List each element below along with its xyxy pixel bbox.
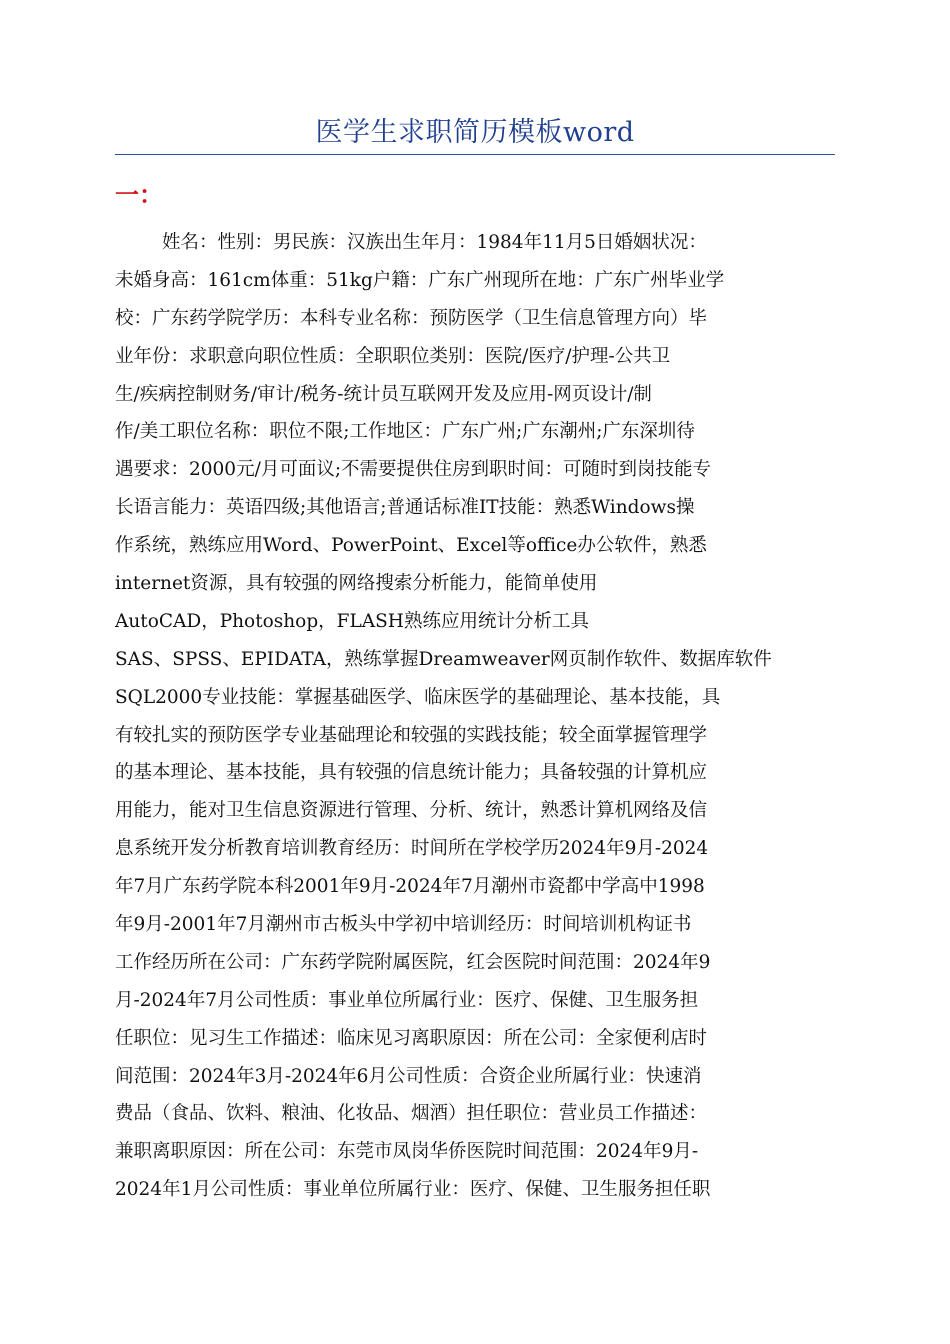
body-line: 2024年1月公司性质：事业单位所属行业：医疗、保健、卫生服务担任职 <box>115 1179 711 1201</box>
page-title: 医学生求职简历模板word <box>315 117 635 148</box>
body-line: SQL2000专业技能：掌握基础医学、临床医学的基础理论、基本技能，具 <box>115 686 721 708</box>
body-line: 作/美工职位名称：职位不限;工作地区：广东广州;广东潮州;广东深圳待 <box>115 421 695 443</box>
section-heading: 一： <box>115 180 163 209</box>
body-line: 遇要求：2000元/月可面议;不需要提供住房到职时间：可随时到岗技能专 <box>115 459 712 481</box>
body-line: 兼职离职原因：所在公司：东莞市凤岗华侨医院时间范围：2024年9月- <box>115 1141 699 1163</box>
body-line: 费品（食品、饮料、粮油、化妆品、烟酒）担任职位：营业员工作描述： <box>115 1103 708 1125</box>
body-line: 年9月-2001年7月潮州市古板头中学初中培训经历：时间培训机构证书 <box>115 914 692 936</box>
resume-body-paragraph <box>115 224 835 1209</box>
body-line: 有较扎实的预防医学专业基础理论和较强的实践技能；较全面掌握管理学 <box>115 724 708 746</box>
body-line: 息系统开发分析教育培训教育经历：时间所在学校学历2024年9月-2024 <box>115 838 709 860</box>
body-line: 月-2024年7月公司性质：事业单位所属行业：医疗、保健、卫生服务担 <box>115 989 699 1011</box>
body-line: AutoCAD，Photoshop，FLASH熟练应用统计分析工具 <box>115 610 589 632</box>
body-line: 工作经历所在公司：广东药学院附属医院，红会医院时间范围：2024年9 <box>115 951 711 973</box>
body-line: 校：广东药学院学历：本科专业名称：预防医学（卫生信息管理方向）毕 <box>115 307 708 329</box>
body-line: 作系统，熟练应用Word、PowerPoint、Excel等office办公软件，熟悉 <box>115 535 707 557</box>
body-line: 用能力，能对卫生信息资源进行管理、分析、统计，熟悉计算机网络及信 <box>115 800 708 822</box>
body-line: 生/疾病控制财务/审计/税务-统计员互联网开发及应用-网页设计/制 <box>115 383 652 405</box>
body-line: 间范围：2024年3月-2024年6月公司性质：合资企业所属行业：快速消 <box>115 1065 702 1087</box>
title-underline <box>115 154 835 155</box>
body-line: SAS、SPSS、EPIDATA，熟练掌握Dreamweaver网页制作软件、数据库软件 <box>115 648 772 670</box>
body-line: 未婚身高：161cm体重：51kg户籍：广东广州现所在地：广东广州毕业学 <box>115 269 725 291</box>
body-line: 任职位：见习生工作描述：临床见习离职原因：所在公司：全家便利店时 <box>115 1027 708 1049</box>
body-line: 的基本理论、基本技能，具有较强的信息统计能力；具备较强的计算机应 <box>115 762 708 784</box>
body-line: 年7月广东药学院本科2001年9月-2024年7月潮州市瓷都中学高中1998 <box>115 876 705 898</box>
body-line: 业年份：求职意向职位性质：全职职位类别：医院/医疗/护理-公共卫 <box>115 345 671 367</box>
body-line: 长语言能力：英语四级;其他语言;普通话标准IT技能：熟悉Windows操 <box>115 497 695 519</box>
body-line: internet资源，具有较强的网络搜索分析能力，能简单使用 <box>115 573 598 595</box>
body-line: 姓名：性别：男民族：汉族出生年月：1984年11月5日婚姻状况： <box>162 232 707 253</box>
